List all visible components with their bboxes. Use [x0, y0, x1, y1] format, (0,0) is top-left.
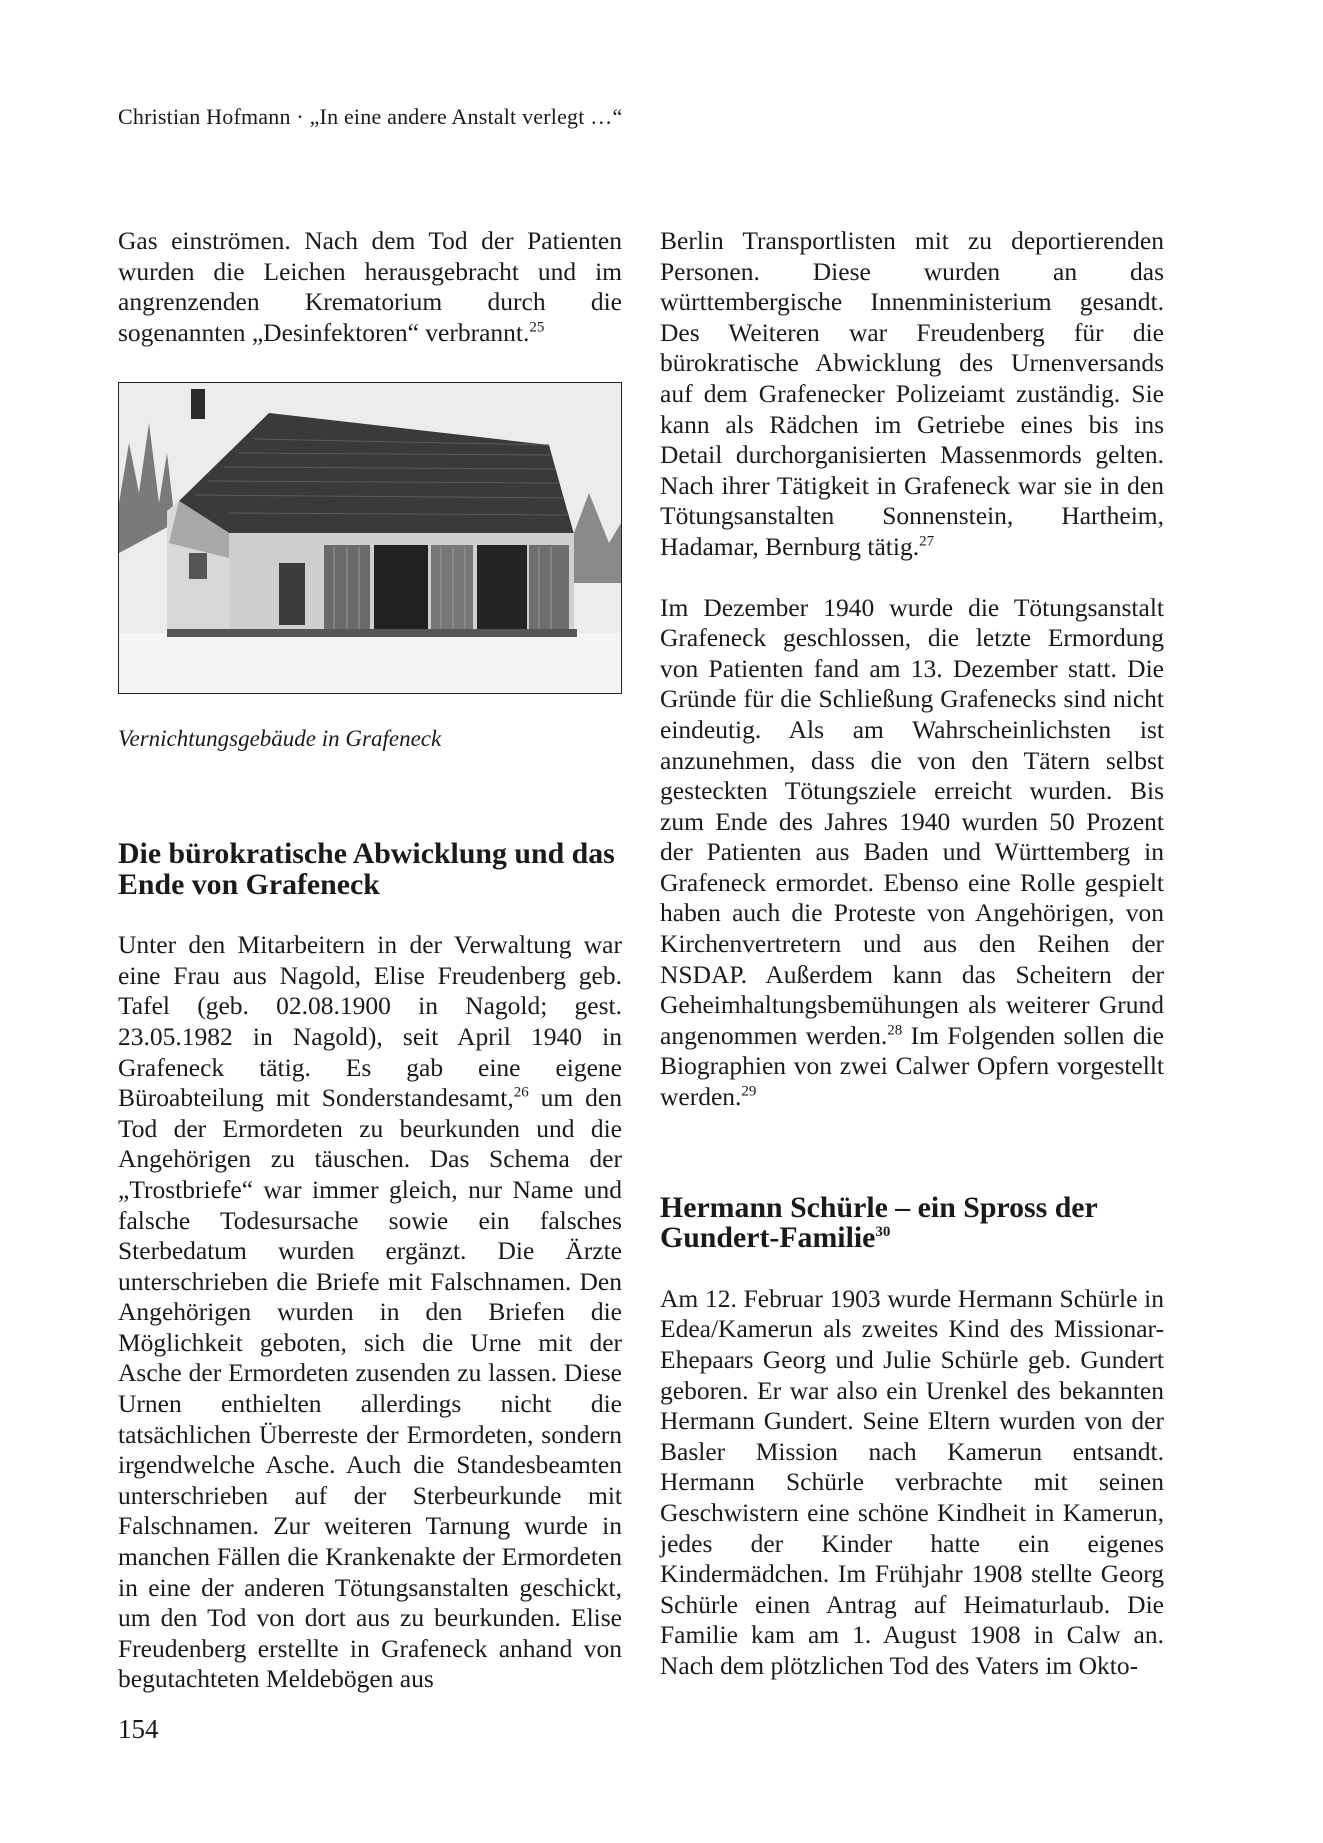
footnote-ref[interactable]: 28	[887, 1022, 903, 1039]
paragraph: Am 12. Februar 1903 wurde Hermann Schürle in Edea/Kamerun als zweites Kind des Missionar-Ehepaars Georg und Julie Schürle geb. Gundert geboren. Er war also ein Urenkel des bekannten Hermann Gundert. Seine Eltern wurden von der Basler Mission nach Kamerun entsandt. Hermann Schürle verbrachte mit seinen Geschwistern eine schöne Kindheit in Kamerun, jedes der Kinder hatte ein eigenes Kindermädchen. Im Frühjahr 1908 stellte Georg Schürle einen Antrag auf Heimaturlaub. Die Familie kam am 1. August 1908 in Calw an. Nach dem plötzlichen Tod des Vaters im Okto-	[660, 1283, 1164, 1680]
paragraph: Im Dezember 1940 wurde die Tötungsanstalt Grafeneck geschlossen, die letzte Ermordung von Patienten fand am 13. Dezember statt. Die Gründe für die Schließung Grafenecks sind nicht eindeutig. Als am Wahrscheinlichsten ist anzunehmen, dass die von den Tätern selbst gesteckten Tötungsziele erreicht wurden. Bis zum Ende des Jahres 1940 wurden 50 Prozent der Patienten aus Baden und Württemberg in Grafeneck ermordet. Ebenso eine Rolle gespielt haben auch die Proteste von Angehörigen, von Kirchenvertretern und aus den Reihen der NSDAP. Außerdem kann das Scheitern der Geheimhaltungsbemühungen als weiterer Grund angenommen werden.$^{28}$ Im Folgenden sollen die Biographien von zwei Calwer Opfern vorgestellt werden.$^{29}$	[660, 592, 1165, 1112]
footnote-ref[interactable]: 27	[919, 533, 935, 550]
footnote-ref[interactable]: 29	[741, 1083, 757, 1100]
section-heading: Hermann Schürle – ein Spross der Gundert-Familie$^{30}$	[660, 1190, 1098, 1255]
footnote-ref[interactable]: 26	[513, 1084, 529, 1101]
barn-illustration	[119, 383, 621, 693]
photo-caption: Vernichtungsgebäude in Grafeneck	[118, 726, 442, 752]
left-column	[118, 226, 622, 1695]
page-number: 154	[118, 1714, 159, 1744]
footnote-ref[interactable]: 25	[529, 319, 545, 336]
footnote-ref[interactable]: 30	[875, 1224, 891, 1241]
paragraph: Gas einströmen. Nach dem Tod der Patienten wurden die Leichen herausgebracht und im angrenzenden Krematorium durch die sogenannten „Desinfektoren“ verbrannt.$^{25}$	[118, 226, 622, 347]
section-heading: Die bürokratische Abwicklung und das Ende von Grafeneck	[118, 836, 615, 901]
paragraph: Berlin Transportlisten mit zu deportierenden Personen. Diese wurden an das württembergische Innenministerium gesandt. Des Weiteren war Freudenberg für die bürokratische Abwicklung des Urnenversands auf dem Grafenecker Polizeiamt zuständig. Sie kann als Rädchen im Getriebe eines bis ins Detail durchorganisierten Massenmords gelten. Nach ihrer Tätigkeit in Grafeneck war sie in den Tötungsanstalten Sonnenstein, Hartheim, Hadamar, Bernburg tätig.$^{27}$	[660, 226, 1164, 561]
running-head: Christian Hofmann · „In eine andere Anstalt verlegt …“	[118, 104, 623, 129]
right-column	[660, 226, 1164, 1682]
paragraph: Unter den Mitarbeitern in der Verwaltung war eine Frau aus Nagold, Elise Freudenberg geb. Tafel (geb. 02.08.1900 in Nagold; gest. 23.05.1982 in Nagold), seit April 1940 in Grafeneck tätig. Es gab eine eigene Büroabteilung mit Sonderstandesamt,$^{26}$ um den Tod der Ermordeten zu beurkunden und die Angehörigen zu täuschen. Das Schema der „Trostbriefe“ war immer gleich, nur Name und falsche Todesursache sowie ein falsches Sterbedatum wurden ergänzt. Die Ärzte unterschrieben die Briefe mit Falschnamen. Den Angehörigen wurden in den Briefen die Möglichkeit geboten, sich die Urne mit der Asche der Ermordeten zusenden zu lassen. Diese Urnen enthielten allerdings nicht die tatsächlichen Überreste der Ermordeten, sondern irgendwelche Asche. Auch die Standesbeamten unterschrieben auf der Sterbeurkunde mit Falschnamen. Zur weiteren Tarnung wurde in manchen Fällen die Krankenakte der Ermordeten in eine der anderen Tötungsanstalten geschickt, um den Tod von dort aus zu beurkunden. Elise Freudenberg erstellte in Grafeneck anhand von begutachteten Meldebögen aus	[118, 930, 622, 1694]
building-photo	[118, 382, 622, 694]
